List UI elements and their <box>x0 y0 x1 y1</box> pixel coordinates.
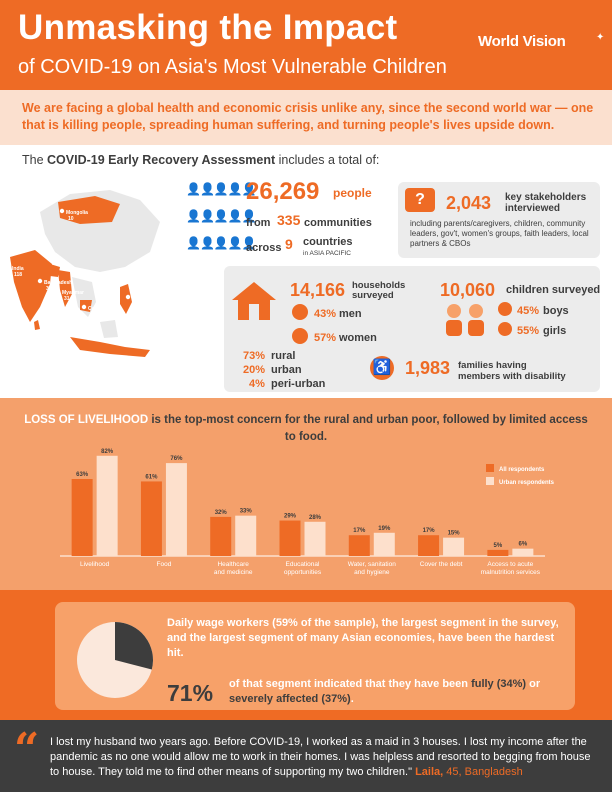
category-label: Healthcare <box>217 561 249 568</box>
map-value: 35 <box>76 358 82 364</box>
map-pin-icon <box>6 265 10 269</box>
bar-value-label: 6% <box>518 541 528 548</box>
daily-wage-card <box>55 602 575 710</box>
daily-wage-section <box>0 590 612 720</box>
bar-all <box>72 479 93 556</box>
quote-author: Laila, <box>415 766 444 778</box>
periurban-label: peri-urban <box>271 378 326 390</box>
bar-value-label: 17% <box>422 528 435 535</box>
category-label: opportunities <box>283 569 322 576</box>
map-value: 10 <box>68 216 74 222</box>
legend-label: All respondents <box>499 467 545 473</box>
map-pin-icon <box>126 295 130 299</box>
map-label-indonesia: Indonesia <box>74 352 98 358</box>
bar-urban <box>235 516 256 556</box>
woman-icon <box>292 328 308 344</box>
stakeholders-label: key stakeholders interviewed <box>505 192 587 214</box>
boy-icon <box>498 302 512 316</box>
map-label-india: India <box>12 266 24 272</box>
stakeholders-number: 2,043 <box>446 193 492 213</box>
map-value: 31 <box>64 296 70 302</box>
children-label: children surveyed <box>506 284 601 296</box>
households-label: households surveyed <box>352 280 406 301</box>
map-pin-icon <box>68 351 72 355</box>
communities-label: communities <box>304 217 372 229</box>
header-banner <box>0 0 612 90</box>
livelihood-bar-chart <box>0 438 612 590</box>
map-pin-icon <box>56 289 60 293</box>
wage-note <box>229 677 559 707</box>
livelihood-headline-rest: is the top-most concern for the rural and urban poor, followed by limited access to food. <box>151 414 588 443</box>
children-number: 10,060 <box>440 280 496 300</box>
countries-number: 9 <box>285 236 293 252</box>
quote-meta: 45, Bangladesh <box>446 766 523 778</box>
category-label: Water, sanitation <box>347 561 396 568</box>
map-pin-icon <box>38 279 42 283</box>
bar-urban <box>374 533 395 556</box>
boys-label: boys <box>543 305 569 317</box>
map-value: 31 <box>46 286 52 292</box>
bar-urban <box>97 456 118 556</box>
quote-text <box>50 735 602 780</box>
map-value: 20 <box>134 302 140 308</box>
category-label: malnutrition services <box>480 569 540 576</box>
map-value: 61 <box>90 312 96 318</box>
page-title: Unmasking the Impact <box>18 8 398 47</box>
people-number: 26,269 <box>246 178 320 205</box>
men-pct: 43% <box>314 308 337 320</box>
map-pin-icon <box>60 209 64 213</box>
assessment-line <box>22 153 379 167</box>
house-icon <box>230 280 278 322</box>
category-label: and hygiene <box>354 569 390 576</box>
quote-mark-icon: “ <box>14 724 40 775</box>
community-icons: 👤👤👤👤👤 <box>186 209 256 223</box>
intro-band <box>0 90 612 145</box>
intro-text: We are facing a global health and economic crisis unlike any, since the second world war — one that is killing people, spreading human suffering, and turning people's lives upside down. <box>22 101 594 132</box>
bar-urban <box>166 463 187 556</box>
women-label: women <box>339 332 377 344</box>
wage-or: or <box>529 678 541 690</box>
stakeholders-desc: including parents/caregivers, children, community leaders, gov't, women's groups, faith leaders, local partners & CBOs <box>410 219 589 248</box>
bar-all <box>280 521 301 556</box>
bar-value-label: 29% <box>283 513 297 520</box>
urban-pct: 20% <box>243 364 266 376</box>
bar-value-label: 19% <box>378 525 391 532</box>
wage-fully: fully (34%) <box>471 678 527 690</box>
assessment-name: COVID-19 Early Recovery Assessment <box>47 153 276 167</box>
women-pct: 57% <box>314 332 337 344</box>
bar-urban <box>305 522 326 556</box>
bar-value-label: 33% <box>239 508 252 515</box>
bar-all <box>210 517 231 556</box>
periurban-pct: 4% <box>249 378 265 390</box>
wage-pie-chart <box>75 620 155 700</box>
bar-value-label: 15% <box>447 530 460 537</box>
bar-value-label: 17% <box>353 528 366 535</box>
map-pin-icon <box>14 330 18 334</box>
country-icons: 👤👤👤👤👤 <box>186 236 256 250</box>
category-label: and medicine <box>213 569 253 576</box>
map-value: 29 <box>22 337 28 343</box>
bar-all <box>349 535 370 556</box>
households-number: 14,166 <box>290 280 346 300</box>
girl-icon <box>498 322 512 336</box>
assessment-prefix: The <box>22 153 44 167</box>
category-label: Livelihood <box>80 561 110 568</box>
philippines-region <box>120 284 132 314</box>
bar-all <box>141 481 162 556</box>
map-label-philippines: Philippines <box>132 296 159 302</box>
girls-label: girls <box>543 325 567 337</box>
category-label: Access to acute <box>487 561 534 568</box>
quote-body: I lost my husband two years ago. Before COVID-19, I worked as a maid in 3 houses. I lost my income after the pandemic as no one would allow me to work in their homes. I was helpless and resorted to begging from house to house. They told me to find other means of supporting my two children." <box>50 736 591 778</box>
urban-label: urban <box>271 364 302 376</box>
across-label: across <box>246 242 282 254</box>
accessibility-icon: ♿ <box>370 356 394 380</box>
bar-urban <box>443 538 464 556</box>
countries-label: countries <box>303 236 353 248</box>
page-subtitle: of COVID-19 on Asia's Most Vulnerable Children <box>18 56 447 78</box>
speech-bubble-icon: ? <box>405 188 435 212</box>
quote-section <box>0 720 612 792</box>
wage-text: Daily wage workers (59% of the sample), the largest segment in the survey, and the largest segment of many Asian economies, have been the hardest hit. <box>167 617 559 659</box>
map-label-cambodia: Cambodia <box>88 306 113 312</box>
people-label: people <box>333 186 372 200</box>
disability-number: 1,983 <box>405 358 451 378</box>
category-label: Food <box>156 561 172 568</box>
from-label: from <box>246 217 271 229</box>
map-pin-icon <box>82 305 86 309</box>
boys-pct: 45% <box>517 305 540 317</box>
map-label-sri-lanka: Sri Lanka <box>20 331 43 337</box>
legend-swatch <box>486 477 494 485</box>
girls-pct: 55% <box>517 325 540 337</box>
bar-urban <box>512 549 533 556</box>
bar-value-label: 76% <box>170 456 183 463</box>
star-icon: ✦ <box>596 32 605 43</box>
disability-label: families having members with disability <box>458 360 566 382</box>
asia-map <box>0 172 225 392</box>
countries-region: in ASIA PACIFIC <box>303 250 351 257</box>
wage-end: . <box>350 693 354 705</box>
man-icon <box>292 304 308 320</box>
logo-text: World Vision <box>478 33 566 50</box>
bar-all <box>418 535 439 556</box>
legend-swatch <box>486 464 494 472</box>
bar-value-label: 82% <box>101 448 114 455</box>
people-icons: 👤👤👤👤👤 <box>186 182 256 196</box>
map-label-mongolia: Mongolia <box>66 210 88 216</box>
assessment-suffix: includes a total of: <box>278 153 380 167</box>
bar-value-label: 61% <box>145 474 158 481</box>
men-label: men <box>339 308 362 320</box>
bar-value-label: 5% <box>493 542 503 549</box>
bar-all <box>487 550 508 556</box>
bar-value-label: 32% <box>214 509 227 516</box>
livelihood-section <box>0 398 612 590</box>
borneo-region <box>100 320 118 338</box>
wage-severe: severely affected (37%) <box>229 693 351 705</box>
legend-label: Urban respondents <box>499 480 555 486</box>
wage-note-a: of that segment indicated that they have been <box>229 678 468 690</box>
map-value: 118 <box>14 272 23 278</box>
rural-pct: 73% <box>243 350 266 362</box>
bar-value-label: 28% <box>308 514 322 521</box>
category-label: Cover the debt <box>419 561 463 568</box>
srilanka-region <box>34 320 40 330</box>
rural-label: rural <box>271 350 296 362</box>
map-label-bangladesh: Bangladesh <box>44 280 73 286</box>
category-label: Educational <box>285 561 320 568</box>
livelihood-headline-bold: LOSS OF LIVELIHOOD <box>24 414 149 426</box>
world-vision-logo <box>478 30 606 56</box>
map-label-myanmar: Myanmar <box>62 290 84 296</box>
wage-pct: 71% <box>167 680 214 706</box>
bar-value-label: 63% <box>76 472 89 478</box>
children-icon <box>440 302 490 338</box>
communities-number: 335 <box>277 212 301 228</box>
